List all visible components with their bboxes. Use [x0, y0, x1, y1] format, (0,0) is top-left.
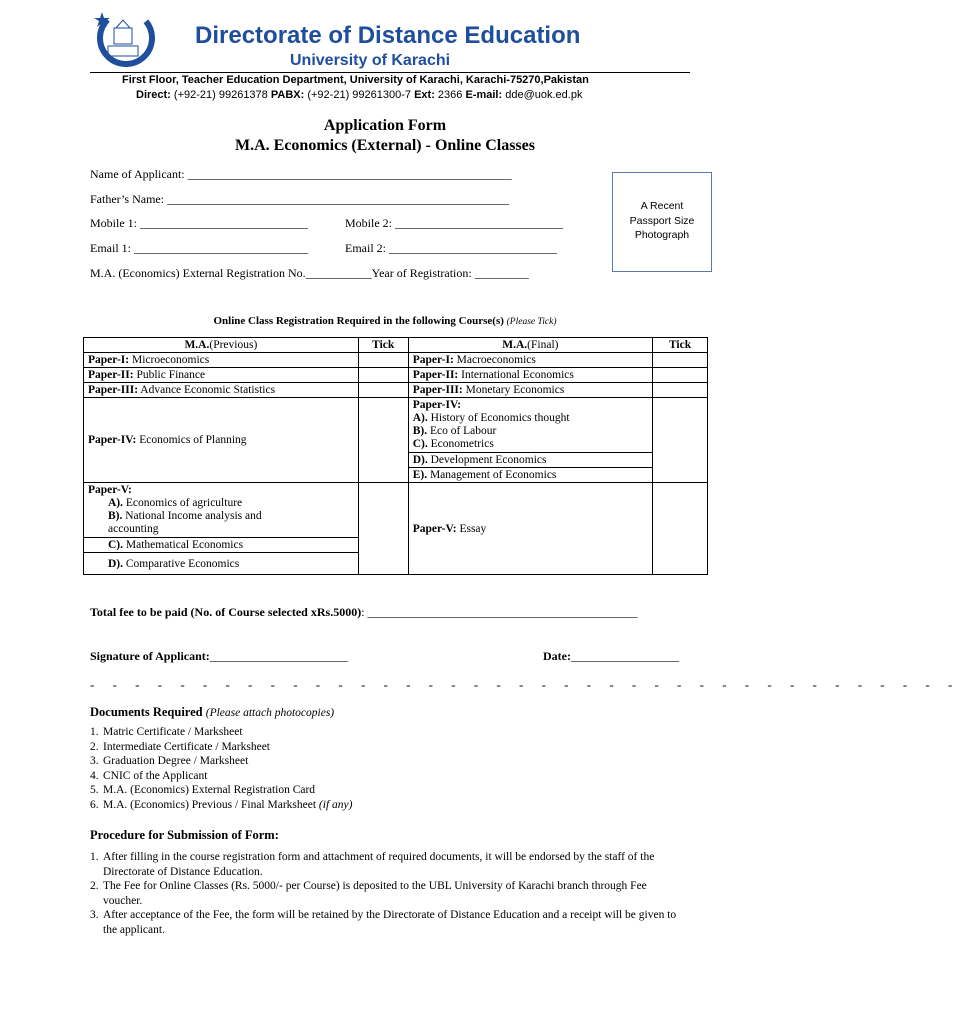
total-fee-field[interactable]	[90, 605, 638, 620]
prev-paper-4: Paper-IV: Economics of Planning	[84, 398, 359, 483]
tick-prev-5[interactable]	[358, 483, 408, 575]
direct-label: Direct:	[136, 89, 171, 101]
header-address: First Floor, Teacher Education Department, University of Karachi, Karachi-75270,Pakistan	[122, 74, 589, 86]
procedure-heading: Procedure for Submission of Form:	[90, 828, 279, 842]
caption-note: (Please Tick)	[506, 317, 557, 327]
tick-prev-1[interactable]	[358, 353, 408, 368]
pabx-value: (+92-21) 99261300-7	[307, 89, 412, 101]
list-item: 5. M.A. (Economics) External Registration Card	[90, 784, 316, 796]
tick-prev-3[interactable]	[358, 383, 408, 398]
caption-text: Online Class Registration Required in the following Course(s)	[213, 315, 504, 327]
email-value: dde@uok.ed.pk	[505, 89, 583, 101]
list-item: 2. The Fee for Online Classes (Rs. 5000/- per Course) is deposited to the UBL University of Karachi branch through Fee voucher.	[90, 880, 647, 907]
procedure-list	[90, 850, 680, 937]
email1-field[interactable]: Email 1: _____________________________	[90, 241, 308, 255]
form-subheading: M.A. Economics (External) - Online Classes	[235, 137, 535, 154]
email-label: E-mail:	[465, 89, 503, 101]
signature-blank: _______________________	[209, 649, 348, 663]
cut-separator: - - - - - - - - - - - - - - - - - - - - - - - - - - - - - - - - - - - - - - -	[90, 677, 960, 692]
direct-value: (+92-21) 99261378	[173, 89, 268, 101]
col-tick-final: Tick	[653, 338, 708, 353]
list-item: 6. M.A. (Economics) Previous / Final Marksheet (if any)	[90, 798, 353, 811]
table-header-row	[84, 338, 708, 353]
father-name-field[interactable]: Father’s Name: _________________________________________________________	[90, 192, 510, 206]
header-subtitle: University of Karachi	[290, 52, 451, 69]
table-row	[84, 398, 708, 483]
list-item: 2. Intermediate Certificate / Marksheet	[90, 740, 270, 753]
date-label: Date:	[543, 649, 571, 663]
photo-line-3: Photograph	[634, 229, 690, 241]
photo-line-1: A Recent	[640, 200, 684, 212]
fee-blank: : _____________________________________________	[361, 605, 638, 619]
ext-value: 2366	[437, 89, 463, 101]
registration-no-field[interactable]: M.A. (Economics) External Registration No.___________Year of Registration: _________	[90, 266, 529, 280]
col-previous: M.A.(Previous)	[84, 338, 359, 353]
date-field[interactable]	[543, 649, 679, 664]
prev-paper-1: Paper-I: Microeconomics	[84, 353, 359, 368]
list-item: 1. Matric Certificate / Marksheet	[90, 726, 243, 738]
form-heading: Application Form	[323, 117, 447, 134]
registration-caption	[0, 315, 770, 327]
tick-final-3[interactable]	[653, 383, 708, 398]
documents-heading: Documents Required (Please attach photocopies)	[90, 705, 335, 719]
final-paper-1: Paper-I: Macroeconomics	[408, 353, 652, 368]
signature-label: Signature of Applicant:	[90, 649, 210, 663]
table-row	[84, 368, 708, 383]
final-paper-3: Paper-III: Monetary Economics	[408, 383, 652, 398]
pabx-label: PABX:	[270, 89, 305, 101]
name-field[interactable]: Name of Applicant: ______________________________________________________	[90, 167, 512, 181]
list-item: 3. Graduation Degree / Marksheet	[90, 755, 249, 767]
email2-field[interactable]: Email 2: ____________________________	[345, 241, 557, 255]
tick-prev-4[interactable]	[358, 398, 408, 483]
course-table	[83, 337, 708, 575]
tick-final-5[interactable]	[653, 483, 708, 575]
prev-paper-2: Paper-II: Public Finance	[84, 368, 359, 383]
header-rule	[90, 72, 690, 73]
signature-field[interactable]	[90, 649, 348, 664]
university-logo	[90, 6, 156, 68]
table-row	[84, 483, 708, 575]
list-item: 4. CNIC of the Applicant	[90, 769, 208, 782]
photo-line-2: Passport Size	[629, 214, 695, 227]
tick-final-4[interactable]	[653, 398, 708, 483]
col-final: M.A.(Final)	[408, 338, 652, 353]
photo-box[interactable]	[612, 172, 712, 272]
mobile1-field[interactable]: Mobile 1: ____________________________	[90, 216, 308, 230]
final-paper-2: Paper-II: International Economics	[408, 368, 652, 383]
mobile2-field[interactable]: Mobile 2: ____________________________	[345, 216, 563, 230]
col-tick-prev: Tick	[358, 338, 408, 353]
final-paper-5: Paper-V: Essay	[408, 483, 652, 575]
documents-list	[90, 725, 352, 812]
header-title: Directorate of Distance Education	[195, 22, 581, 49]
table-row	[84, 383, 708, 398]
tick-prev-2[interactable]	[358, 368, 408, 383]
date-blank: __________________	[570, 649, 679, 663]
list-item: 1. After filling in the course registration form and attachment of required documents, it will be endorsed by the staff of the Directorate of Distance Education.	[90, 851, 655, 878]
prev-paper-3: Paper-III: Advance Economic Statistics	[84, 383, 359, 398]
tick-final-1[interactable]	[653, 353, 708, 368]
ext-label: Ext:	[414, 89, 435, 101]
list-item: 3. After acceptance of the Fee, the form will be retained by the Directorate of Distance Education and a receipt will be given to the applicant.	[90, 909, 677, 936]
final-paper-4: Paper-IV: A). History of Economics thought B). Eco of Labour C). Econometrics D). Development Economics E). Management of Economics	[408, 398, 652, 483]
table-row	[84, 353, 708, 368]
fee-label: Total fee to be paid (No. of Course selected xRs.5000)	[90, 605, 362, 619]
header-contacts	[136, 89, 582, 101]
tick-final-2[interactable]	[653, 368, 708, 383]
prev-paper-5: Paper-V: A). Economics of agriculture B). National Income analysis and accounting C). Mathematical Economics D). Comparative Economics	[84, 483, 359, 575]
